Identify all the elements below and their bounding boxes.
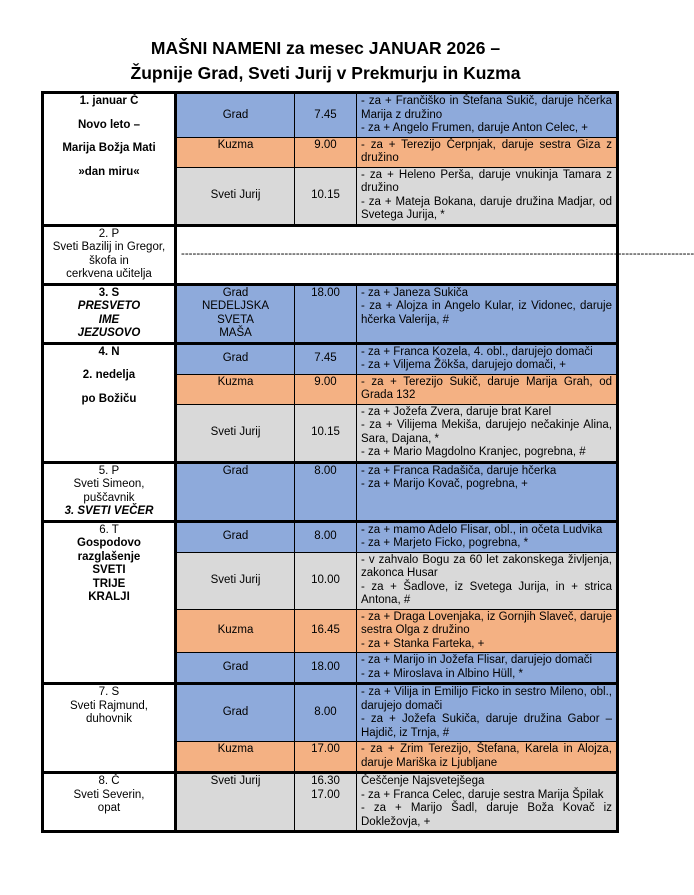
time-cell	[295, 284, 357, 343]
page-title-line-1: MAŠNI NAMENI za mesec JANUAR 2026 –	[150, 38, 501, 58]
intention-item: - za + Terezijo Čerpnjak, daruje sestra Giza z družino	[361, 138, 612, 164]
day-cell	[43, 462, 176, 521]
church-name: Sveti Jurij	[210, 573, 261, 586]
intentions-cell	[357, 93, 618, 138]
church-cell	[176, 167, 295, 225]
intention-item: - za + Marijo Kovač, pogrebna, +	[361, 478, 528, 490]
intentions-cell	[357, 343, 618, 374]
intentions-cell	[357, 552, 618, 609]
day-label-line: Sveti Simeon,	[73, 478, 145, 490]
day-cell	[43, 225, 176, 284]
day-label-line: 3. SVETI VEČER	[64, 505, 154, 517]
intentions-cell	[357, 284, 618, 343]
day-cell	[43, 773, 176, 832]
intention-item: - za + Vilija in Emilijo Ficko in sestro Mileno, obl., darujejo domači	[361, 686, 612, 712]
day-label-line: Sveti Severin,	[73, 788, 145, 801]
intention-item: - za + Jožefa Sukiča, daruje družina Gabor – Hajdič, iz Trnja, #	[361, 713, 612, 739]
church-cell	[176, 404, 295, 462]
day-label-line: 7. S	[98, 686, 120, 698]
intention-item: - za + Zrim Terezijo, Štefana, Karela in Alojza, daruje Mariška iz Ljubljane	[361, 743, 612, 769]
day-label-line: Sveti Bazilij in Gregor,	[52, 241, 166, 253]
day-cell	[43, 93, 176, 226]
intention-item: - za + Franca Radašiča, daruje hčerka	[361, 464, 557, 477]
church-cell	[176, 684, 295, 742]
church-name: Grad	[222, 464, 249, 477]
mass-time: 9.00	[314, 138, 337, 151]
day-label-line: razglašenje	[77, 550, 141, 563]
intention-item: - za + Šadlove, iz Svetega Jurija, in + strica Antona, #	[361, 580, 612, 606]
time-cell	[295, 684, 357, 742]
intentions-cell	[357, 684, 618, 742]
time-cell	[295, 742, 357, 773]
time-cell	[295, 773, 357, 832]
mass-time: 10.00	[311, 573, 340, 586]
mass-time: 17.00	[311, 788, 340, 801]
intention-item: - za + mamo Adelo Flisar, obl., in očeta Ludvika	[361, 523, 603, 536]
church-name: Kuzma	[217, 138, 254, 151]
intention-item: - za + Stanka Farteka, +	[361, 637, 485, 650]
day-row	[43, 343, 618, 374]
church-name: Grad	[222, 352, 249, 365]
time-cell	[295, 93, 357, 138]
church-note: SVETA	[217, 313, 254, 326]
day-label-line: škofa in	[89, 254, 129, 267]
time-cell	[295, 167, 357, 225]
mass-time: 17.00	[311, 743, 340, 755]
church-cell	[176, 284, 295, 343]
mass-time: 9.00	[314, 375, 337, 388]
church-name: Kuzma	[217, 375, 254, 388]
church-cell	[176, 462, 295, 521]
intention-item: - za + Marijo in Jožefa Flisar, darujejo domači	[361, 654, 593, 666]
day-label-line: 1. januar Č	[79, 95, 139, 107]
time-cell	[295, 462, 357, 521]
day-cell	[43, 521, 176, 684]
day-label-line: IME	[98, 313, 120, 326]
day-cell	[43, 284, 176, 343]
intentions-cell	[357, 653, 618, 684]
church-cell	[176, 609, 295, 653]
church-cell	[176, 137, 295, 167]
intentions-cell	[357, 404, 618, 462]
church-note: MAŠA	[219, 327, 252, 339]
intentions-cell	[357, 167, 618, 225]
church-name: Grad	[222, 286, 249, 299]
time-cell	[295, 609, 357, 653]
church-note: NEDELJSKA	[201, 300, 270, 312]
church-cell	[176, 374, 295, 404]
mass-intentions-table	[41, 91, 694, 833]
church-name: Kuzma	[217, 743, 254, 755]
day-label-line: Marija Božja Mati	[62, 142, 156, 154]
mass-time: 8.00	[314, 464, 337, 477]
church-cell	[176, 343, 295, 374]
intention-item: - za + Draga Lovenjaka, iz Gornjih Slaveč, daruje sestra Olga z družino	[361, 610, 612, 636]
intention-item: - za + Marijo Šadl, daruje Boža Kovač iz Dokležovja, +	[361, 802, 612, 828]
day-label-line: KRALJI	[88, 591, 130, 603]
church-name: Grad	[222, 108, 249, 121]
intention-item: - za + Franca Kozela, 4. obl., darujejo domači	[361, 345, 593, 358]
church-name: Grad	[222, 530, 249, 543]
day-label-line: puščavnik	[83, 491, 135, 504]
day-label-line: 5. P	[98, 464, 120, 477]
intention-item: - za + Mario Magdolno Kranjec, pogrebna, #	[361, 446, 586, 458]
intentions-cell	[357, 742, 618, 773]
day-label-line: Gospodovo	[77, 537, 141, 549]
schedule-body	[43, 93, 694, 832]
day-label-line: 4. N	[98, 345, 120, 358]
intention-item: - za + Alojza in Angelo Kular, iz Vidonec, daruje hčerka Valerija, #	[361, 300, 612, 326]
church-cell	[176, 93, 295, 138]
church-cell	[176, 552, 295, 609]
intention-item: - za + Frančiško in Štefana Sukič, daruje hčerka Marija z družino	[361, 95, 612, 121]
day-row	[43, 462, 618, 521]
intentions-cell	[357, 137, 618, 167]
day-label-line: PRESVETO	[77, 300, 141, 312]
mass-time: 10.15	[311, 188, 340, 201]
day-cell	[43, 343, 176, 462]
intention-item: - za + Angelo Frumen, daruje Anton Celec, +	[361, 122, 588, 134]
intentions-cell	[357, 773, 618, 832]
intention-item: Češčenje Najsvetejšega	[361, 775, 485, 787]
day-label-line: Sveti Rajmund,	[70, 699, 148, 712]
church-name: Sveti Jurij	[210, 425, 261, 438]
intention-item: - za + Vilijema Mekiša, darujejo nečakinje Alina, Sara, Dajana, *	[361, 419, 612, 445]
mass-time: 7.45	[314, 352, 337, 365]
time-cell	[295, 137, 357, 167]
day-row	[43, 225, 618, 284]
no-mass-cell: --------------------------------------------------------------------------------------------------------------------------------------	[176, 225, 618, 284]
intentions-cell	[357, 609, 618, 653]
intention-item: - za + Heleno Perša, daruje vnukinja Tamara z družino	[361, 168, 612, 194]
day-label-line: »dan miru«	[78, 165, 140, 178]
church-name: Sveti Jurij	[210, 188, 261, 201]
church-name: Grad	[222, 660, 249, 673]
intentions-cell	[357, 521, 618, 552]
intention-item: - za + Terezijo Sukič, daruje Marija Grah, od Grada 132	[361, 375, 612, 401]
mass-time: 7.45	[314, 108, 337, 121]
day-label-line: po Božiču	[81, 392, 137, 405]
day-label-line: 8. Č	[98, 775, 120, 787]
time-cell	[295, 552, 357, 609]
day-label-line: 2. nedelja	[82, 369, 136, 381]
intention-item: - za + Mateja Bokana, daruje družina Madjar, od Svetega Jurija, *	[361, 195, 612, 221]
intention-item: - za + Viljema Žökša, darujejo domači, +	[361, 359, 566, 371]
church-cell	[176, 521, 295, 552]
church-cell	[176, 742, 295, 773]
day-label-line: 6. T	[99, 523, 119, 536]
day-cell	[43, 684, 176, 773]
time-cell	[295, 374, 357, 404]
day-label-line: SVETI	[92, 564, 126, 576]
intentions-cell	[357, 374, 618, 404]
time-cell	[295, 404, 357, 462]
intention-item: - za + Miroslava in Albino Hüll, *	[361, 667, 524, 680]
mass-time: 18.00	[311, 660, 340, 673]
day-row	[43, 684, 618, 742]
day-row	[43, 284, 618, 343]
day-row	[43, 521, 618, 552]
intention-item: - za + Jožefa Zvera, daruje brat Karel	[361, 405, 552, 418]
church-name: Sveti Jurij	[210, 775, 261, 787]
day-row	[43, 773, 618, 832]
intention-item: - za + Franca Celec, daruje sestra Marija Špilak	[361, 788, 604, 801]
day-label-line: JEZUSOVO	[77, 327, 141, 339]
day-label-line: 2. P	[98, 227, 120, 240]
church-name: Kuzma	[217, 624, 254, 636]
church-name: Grad	[222, 706, 249, 719]
intention-item: - v zahvalo Bogu za 60 let zakonskega življenja, zakonca Husar	[361, 553, 612, 579]
day-label-line: opat	[97, 802, 121, 814]
intentions-cell	[357, 462, 618, 521]
day-row	[43, 93, 618, 138]
day-label-line: TRIJE	[92, 577, 126, 590]
church-cell	[176, 653, 295, 684]
church-cell	[176, 773, 295, 832]
mass-time: 18.00	[311, 286, 340, 299]
day-label-line: Novo leto –	[78, 118, 140, 131]
page-title-line-2: Župnije Grad, Sveti Jurij v Prekmurju in Kuzma	[130, 63, 521, 83]
mass-time: 16.30	[311, 775, 340, 787]
day-label-line: cerkvena učitelja	[66, 268, 152, 280]
intention-item: - za + Janeza Sukiča	[361, 286, 469, 299]
time-cell	[295, 653, 357, 684]
intention-item: - za + Marjeto Ficko, pogrebna, *	[361, 537, 529, 549]
time-cell	[295, 343, 357, 374]
day-label-line: 3. S	[98, 286, 120, 299]
time-cell	[295, 521, 357, 552]
mass-time: 16.45	[311, 624, 340, 636]
mass-time: 8.00	[314, 530, 337, 543]
mass-time: 8.00	[314, 706, 337, 719]
mass-time: 10.15	[311, 425, 340, 438]
day-label-line: duhovnik	[85, 713, 133, 725]
